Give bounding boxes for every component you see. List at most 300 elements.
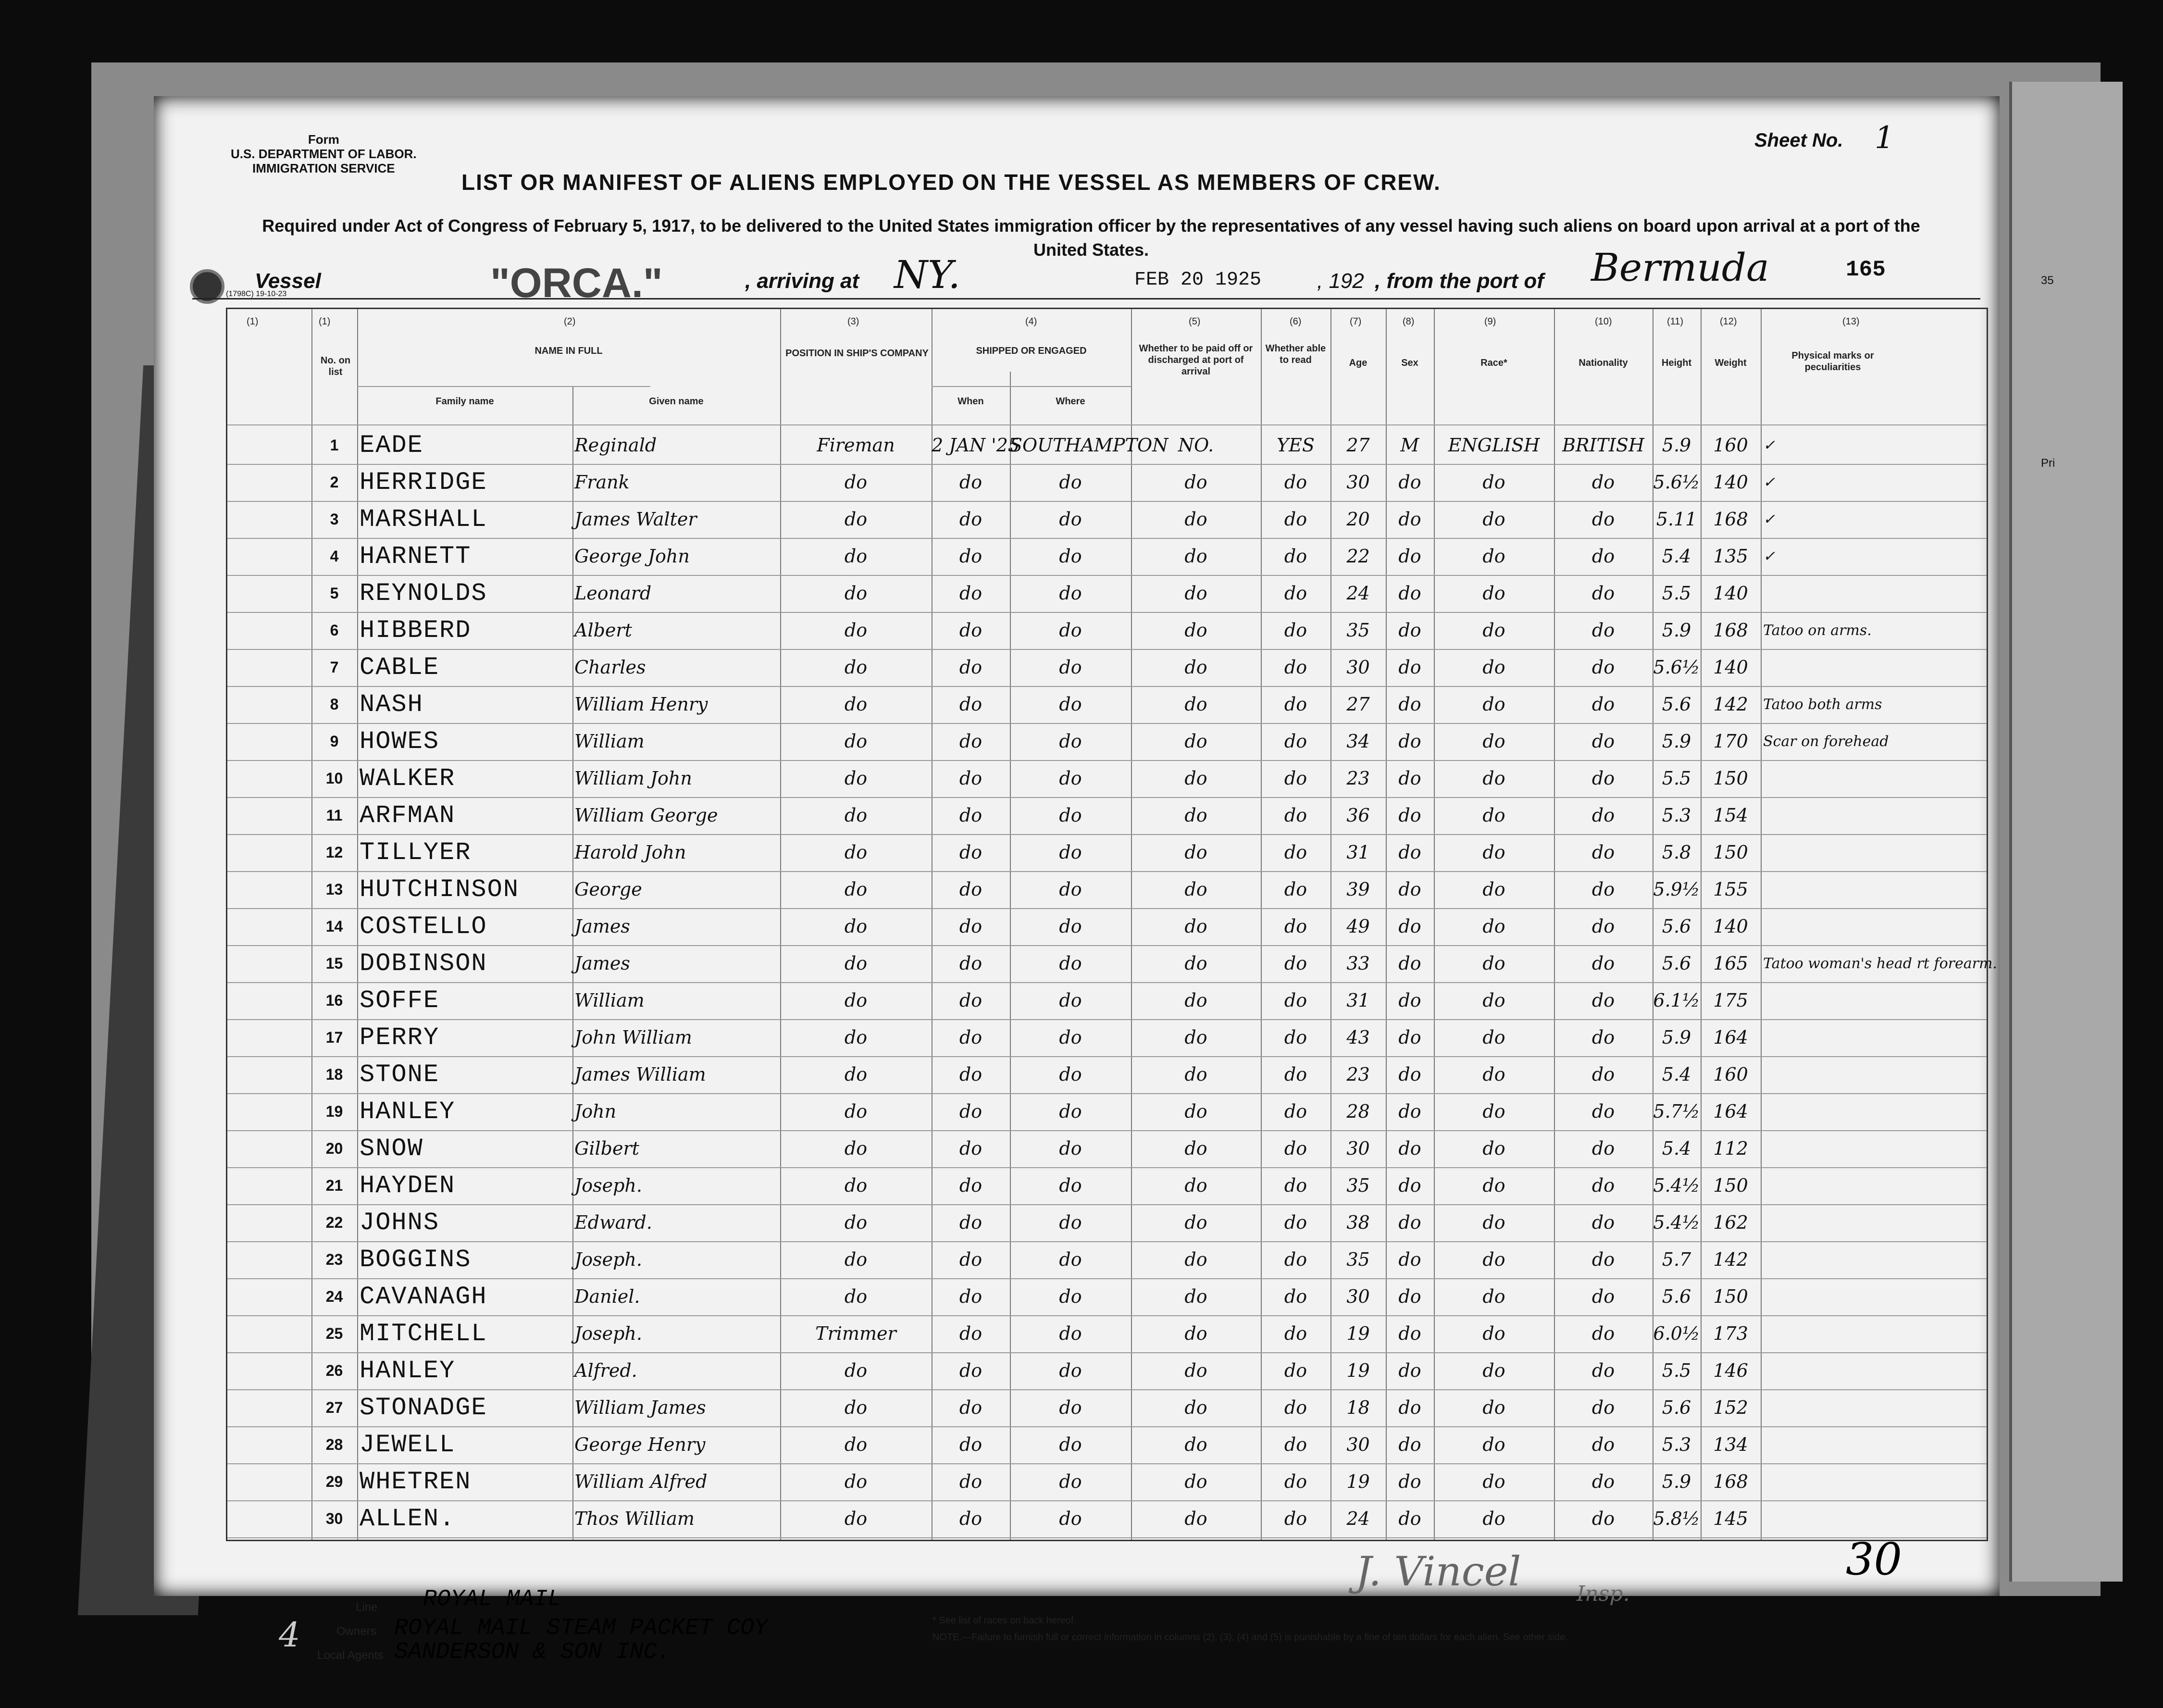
cell-marks	[1763, 1167, 1984, 1204]
cell-no: 3	[330, 511, 339, 528]
column-number: (3)	[847, 316, 859, 327]
cell-sex: do	[1398, 1360, 1421, 1381]
cell-given: Leonard	[574, 583, 652, 604]
owners-label: Owners	[336, 1625, 376, 1638]
column-number: (11)	[1667, 316, 1684, 327]
cell-paid: do	[1184, 583, 1207, 604]
cell-marks	[1763, 1315, 1984, 1352]
cell-position: do	[844, 731, 868, 752]
column-number: (6)	[1290, 316, 1302, 327]
table-row	[227, 1056, 1987, 1093]
cell-weight: 160	[1713, 1064, 1748, 1085]
cell-given: Gilbert	[574, 1138, 639, 1159]
cell-paid: do	[1184, 1286, 1207, 1307]
cell-read: do	[1284, 768, 1307, 789]
cell-where: do	[1059, 657, 1082, 678]
table-row	[227, 871, 1987, 908]
cell-paid: do	[1184, 694, 1207, 715]
table-row	[227, 797, 1987, 834]
cell-age: 22	[1346, 546, 1370, 567]
cell-when: do	[959, 509, 982, 530]
header-able-to-read: Whether able to read	[1265, 343, 1326, 365]
cell-when: do	[959, 583, 982, 604]
cell-height: 5.6½	[1653, 472, 1700, 493]
cell-when: do	[959, 805, 982, 826]
cell-position: do	[844, 1471, 868, 1492]
cell-marks	[1763, 1204, 1984, 1241]
cell-when: do	[959, 694, 982, 715]
table-row	[227, 834, 1987, 871]
column-number: (8)	[1403, 316, 1415, 327]
cell-no: 8	[330, 696, 339, 713]
cell-nat: do	[1591, 1027, 1615, 1048]
cell-race: do	[1482, 657, 1505, 678]
cell-where: do	[1059, 1138, 1082, 1159]
cell-marks	[1763, 1426, 1984, 1463]
cell-family: HIBBERD	[360, 616, 472, 645]
cell-paid: do	[1184, 953, 1207, 974]
cell-marks	[1763, 575, 1984, 612]
cell-family: DOBINSON	[360, 949, 487, 978]
cell-family: JOHNS	[360, 1209, 440, 1237]
cell-read: do	[1284, 472, 1307, 493]
cell-height: 5.5	[1662, 583, 1691, 604]
cell-family: HANLEY	[360, 1357, 456, 1385]
date-stamp: FEB 20 1925	[1134, 269, 1262, 291]
cell-no: 1	[330, 436, 339, 454]
cell-height: 5.9	[1662, 1471, 1691, 1492]
cell-marks: Tatoo both arms	[1763, 696, 1882, 713]
header-age: Age	[1349, 358, 1367, 368]
cell-sex: do	[1398, 1434, 1421, 1455]
cell-age: 35	[1346, 1175, 1370, 1196]
cell-when: do	[959, 731, 982, 752]
cell-no: 24	[325, 1288, 343, 1305]
column-number: (1)	[319, 316, 331, 327]
cell-read: do	[1284, 1471, 1307, 1492]
cell-no: 19	[325, 1103, 343, 1120]
cell-where: do	[1059, 1360, 1082, 1381]
cell-marks	[1763, 871, 1984, 908]
table-row	[227, 1463, 1987, 1500]
column-number: (2)	[564, 316, 576, 327]
cell-no: 16	[325, 992, 343, 1009]
cell-weight: 170	[1713, 731, 1748, 752]
cell-read: do	[1284, 879, 1307, 900]
cell-given: Harold John	[574, 842, 686, 863]
cell-sex: do	[1398, 509, 1421, 530]
header-nationality: Nationality	[1579, 358, 1628, 368]
cell-no: 10	[325, 770, 343, 787]
table-row	[227, 760, 1987, 797]
cell-given: Thos William	[574, 1508, 695, 1529]
cell-given: Joseph.	[574, 1249, 642, 1270]
cell-paid: do	[1184, 916, 1207, 937]
cell-sex: do	[1398, 1064, 1421, 1085]
cell-paid: do	[1184, 546, 1207, 567]
header-no-on-list: No. on list	[320, 355, 351, 377]
header-physical-marks: Physical marks or peculiarities	[1791, 350, 1874, 373]
cell-read: do	[1284, 657, 1307, 678]
cell-age: 18	[1346, 1397, 1370, 1418]
crew-table	[226, 308, 1997, 1541]
table-row	[227, 1204, 1987, 1241]
cell-race: do	[1482, 731, 1505, 752]
cell-age: 30	[1346, 472, 1370, 493]
cell-height: 5.7½	[1653, 1101, 1700, 1122]
cell-no: 2	[330, 474, 339, 491]
cell-age: 36	[1346, 805, 1370, 826]
cell-position: do	[844, 583, 868, 604]
table-row	[227, 1426, 1987, 1463]
cell-read: do	[1284, 731, 1307, 752]
cell-age: 49	[1346, 916, 1370, 937]
cell-weight: 168	[1713, 509, 1748, 530]
agents-label: Local Agents	[317, 1649, 384, 1662]
cell-marks: Tatoo on arms.	[1763, 622, 1872, 639]
cell-paid: do	[1184, 1471, 1207, 1492]
header-rule	[227, 424, 1987, 425]
cell-marks	[1763, 797, 1984, 834]
column-number: (4)	[1025, 316, 1037, 327]
cell-marks	[1763, 1463, 1984, 1500]
cell-where: do	[1059, 731, 1082, 752]
cell-family: WHETREN	[360, 1468, 472, 1496]
cell-no: 26	[325, 1362, 343, 1379]
races-note: * See list of races on back hereof.	[932, 1615, 1077, 1626]
cell-family: TILLYER	[360, 838, 472, 867]
cell-height: 5.4½	[1653, 1212, 1700, 1233]
cell-family: CABLE	[360, 653, 440, 682]
cell-height: 5.11	[1656, 509, 1697, 530]
table-row	[227, 945, 1997, 982]
cell-weight: 160	[1713, 435, 1748, 456]
cell-where: do	[1059, 1101, 1082, 1122]
cell-nat: do	[1591, 1471, 1615, 1492]
cell-family: CAVANAGH	[360, 1283, 487, 1311]
cell-race: do	[1482, 805, 1505, 826]
cell-family: EADE	[360, 431, 423, 460]
vessel-row	[221, 245, 1952, 306]
cell-when: do	[959, 1508, 982, 1529]
cell-nat: do	[1591, 1212, 1615, 1233]
cell-position: do	[844, 620, 868, 641]
cell-weight: 135	[1713, 546, 1748, 567]
cell-sex: do	[1398, 731, 1421, 752]
cell-height: 5.5	[1662, 1360, 1691, 1381]
cell-nat: do	[1591, 1101, 1615, 1122]
table-row	[227, 686, 1987, 723]
cell-sex: do	[1398, 1471, 1421, 1492]
cell-when: do	[959, 990, 982, 1011]
cell-nat: BRITISH	[1562, 435, 1645, 456]
cell-read: do	[1284, 620, 1307, 641]
cell-no: 18	[325, 1066, 343, 1083]
cell-paid: do	[1184, 1360, 1207, 1381]
cell-position: do	[844, 1064, 868, 1085]
cell-weight: 154	[1713, 805, 1748, 826]
cell-no: 9	[330, 733, 339, 750]
cell-no: 20	[325, 1140, 343, 1157]
cell-nat: do	[1591, 842, 1615, 863]
cell-no: 6	[330, 622, 339, 639]
cell-where: do	[1059, 583, 1082, 604]
cell-paid: do	[1184, 805, 1207, 826]
cell-nat: do	[1591, 768, 1615, 789]
cell-marks	[1763, 1278, 1984, 1315]
cell-marks	[1763, 1056, 1984, 1093]
column-number: (10)	[1595, 316, 1612, 327]
cell-position: do	[844, 1138, 868, 1159]
cell-age: 23	[1346, 768, 1370, 789]
cell-no: 14	[325, 918, 343, 935]
cell-height: 5.9	[1662, 620, 1691, 641]
cell-when: do	[959, 916, 982, 937]
cell-read: do	[1284, 1212, 1307, 1233]
cell-sex: do	[1398, 1138, 1421, 1159]
cell-family: PERRY	[360, 1023, 440, 1052]
cell-where: do	[1059, 842, 1082, 863]
cell-sex: do	[1398, 1508, 1421, 1529]
underlying-sheet-edge	[2009, 82, 2123, 1582]
header-weight: Weight	[1715, 358, 1747, 368]
table-row	[227, 908, 1987, 945]
cell-family: SOFFE	[360, 986, 440, 1015]
cell-nat: do	[1591, 583, 1615, 604]
cell-race: do	[1482, 1212, 1505, 1233]
cell-paid: do	[1184, 731, 1207, 752]
cell-age: 43	[1346, 1027, 1370, 1048]
cell-no: 22	[325, 1214, 343, 1231]
cell-sex: do	[1398, 472, 1421, 493]
cell-race: do	[1482, 509, 1505, 530]
cell-height: 5.9	[1662, 1027, 1691, 1048]
cell-given: James	[574, 953, 630, 974]
cell-given: James	[574, 916, 630, 937]
cell-family: STONE	[360, 1060, 440, 1089]
cell-paid: do	[1184, 620, 1207, 641]
cell-where: do	[1059, 620, 1082, 641]
cell-race: do	[1482, 916, 1505, 937]
cell-where: do	[1059, 990, 1082, 1011]
cell-marks	[1763, 982, 1984, 1019]
cell-paid: do	[1184, 990, 1207, 1011]
cell-sex: do	[1398, 1175, 1421, 1196]
header-subrule	[932, 386, 1131, 387]
cell-family: HERRIDGE	[360, 468, 487, 497]
cell-sex: do	[1398, 990, 1421, 1011]
cell-no: 25	[325, 1325, 343, 1342]
cell-read: do	[1284, 1249, 1307, 1270]
cell-paid: do	[1184, 1323, 1207, 1344]
cell-where: do	[1059, 1249, 1082, 1270]
cell-read: do	[1284, 1138, 1307, 1159]
cell-height: 5.6	[1662, 916, 1691, 937]
vessel-label: Vessel	[255, 269, 321, 293]
table-row	[227, 612, 1987, 649]
cell-weight: 175	[1713, 990, 1748, 1011]
cell-when: do	[959, 546, 982, 567]
column-number: (13)	[1842, 316, 1860, 327]
cell-marks: Tatoo woman's head rt forearm.	[1763, 955, 1997, 972]
cell-given: William Alfred	[574, 1471, 708, 1492]
sheet-number: 1	[1875, 120, 1894, 156]
cell-paid: do	[1184, 1175, 1207, 1196]
cell-sex: do	[1398, 1027, 1421, 1048]
cell-nat: do	[1591, 1286, 1615, 1307]
cell-read: do	[1284, 583, 1307, 604]
cell-sex: do	[1398, 1286, 1421, 1307]
cell-marks	[1763, 1389, 1984, 1426]
cell-weight: 146	[1713, 1360, 1748, 1381]
cell-read: do	[1284, 509, 1307, 530]
cell-when: do	[959, 1434, 982, 1455]
cell-weight: 140	[1713, 583, 1748, 604]
cell-paid: do	[1184, 1138, 1207, 1159]
cell-where: do	[1059, 1397, 1082, 1418]
cell-given: William	[574, 990, 645, 1011]
cell-sex: do	[1398, 879, 1421, 900]
cell-nat: do	[1591, 1249, 1615, 1270]
cell-paid: NO.	[1178, 435, 1214, 456]
cell-when: do	[959, 1138, 982, 1159]
cell-where: do	[1059, 1508, 1082, 1529]
year-label: , 192	[1317, 269, 1364, 293]
cell-read: do	[1284, 842, 1307, 863]
cell-when: do	[959, 953, 982, 974]
cell-given: Daniel.	[574, 1286, 640, 1307]
cell-no: 11	[326, 807, 343, 824]
cell-given: Alfred.	[574, 1360, 637, 1381]
header-shipped: SHIPPED OR ENGAGED	[976, 346, 1087, 356]
cell-age: 33	[1346, 953, 1370, 974]
cell-where: do	[1059, 1175, 1082, 1196]
cell-weight: 168	[1713, 620, 1748, 641]
cell-family: WALKER	[360, 764, 456, 793]
cell-when: do	[959, 1286, 982, 1307]
cell-sex: do	[1398, 842, 1421, 863]
cell-sex: do	[1398, 916, 1421, 937]
cell-paid: do	[1184, 1064, 1207, 1085]
cell-sex: do	[1398, 1212, 1421, 1233]
cell-race: do	[1482, 1397, 1505, 1418]
cell-given: James William	[574, 1064, 706, 1085]
cell-weight: 142	[1713, 1249, 1748, 1270]
cell-height: 5.8½	[1653, 1508, 1700, 1529]
cell-position: do	[844, 1397, 868, 1418]
header-given-name: Given name	[649, 396, 704, 407]
cell-sex: do	[1398, 1323, 1421, 1344]
cell-race: do	[1482, 1027, 1505, 1048]
cell-height: 5.3	[1662, 805, 1691, 826]
cell-race: ENGLISH	[1448, 435, 1540, 456]
cell-nat: do	[1591, 805, 1615, 826]
cell-sex: do	[1398, 805, 1421, 826]
cell-read: do	[1284, 1360, 1307, 1381]
cell-height: 5.9	[1662, 435, 1691, 456]
cell-given: William John	[574, 768, 692, 789]
cell-where: do	[1059, 768, 1082, 789]
cell-nat: do	[1591, 546, 1615, 567]
table-row	[227, 723, 1987, 760]
cell-weight: 150	[1713, 1286, 1748, 1307]
cell-position: do	[844, 916, 868, 937]
cell-paid: do	[1184, 1027, 1207, 1048]
cell-read: do	[1284, 1286, 1307, 1307]
cell-height: 6.0½	[1653, 1323, 1700, 1344]
cell-race: do	[1482, 1471, 1505, 1492]
table-row	[227, 1389, 1987, 1426]
cell-read: do	[1284, 805, 1307, 826]
table-row	[227, 982, 1987, 1019]
cell-marks	[1763, 908, 1984, 945]
cell-height: 6.1½	[1653, 990, 1700, 1011]
cell-age: 31	[1346, 990, 1370, 1011]
cell-sex: do	[1398, 953, 1421, 974]
header-height: Height	[1661, 358, 1692, 368]
cell-height: 5.6	[1662, 1397, 1691, 1418]
table-row	[227, 538, 1987, 575]
table-row	[227, 427, 1987, 464]
cell-when: do	[959, 879, 982, 900]
cell-age: 30	[1346, 1138, 1370, 1159]
cell-marks: ✓	[1763, 437, 1776, 454]
cell-given: William	[574, 731, 645, 752]
cell-sex: do	[1398, 620, 1421, 641]
cell-race: do	[1482, 953, 1505, 974]
cell-when: do	[959, 1360, 982, 1381]
table-row	[227, 649, 1987, 686]
cell-family: HAYDEN	[360, 1172, 456, 1200]
cell-family: HOWES	[360, 727, 440, 756]
crew-total: 30	[1846, 1533, 1902, 1585]
cell-weight: 162	[1713, 1212, 1748, 1233]
cell-marks	[1763, 1019, 1984, 1056]
header-where: Where	[1056, 396, 1085, 407]
cell-read: do	[1284, 953, 1307, 974]
cell-weight: 152	[1713, 1397, 1748, 1418]
cell-where: do	[1059, 694, 1082, 715]
cell-position: do	[844, 1360, 868, 1381]
cell-marks	[1763, 834, 1984, 871]
cell-race: do	[1482, 694, 1505, 715]
page-number: 165	[1846, 257, 1886, 282]
cell-marks	[1763, 760, 1984, 797]
cell-height: 5.4	[1662, 1064, 1691, 1085]
form-label: Form U.S. DEPARTMENT OF LABOR. IMMIGRATION SERVICE	[231, 132, 417, 175]
cell-sex: do	[1398, 583, 1421, 604]
cell-height: 5.7	[1662, 1249, 1691, 1270]
cell-weight: 140	[1713, 657, 1748, 678]
cell-paid: do	[1184, 1101, 1207, 1122]
cell-where: do	[1059, 1064, 1082, 1085]
cell-race: do	[1482, 1434, 1505, 1455]
cell-height: 5.9	[1662, 731, 1691, 752]
cell-no: 12	[325, 844, 343, 861]
cell-race: do	[1482, 1175, 1505, 1196]
cell-age: 34	[1346, 731, 1370, 752]
cell-paid: do	[1184, 1434, 1207, 1455]
cell-weight: 155	[1713, 879, 1748, 900]
cell-position: Fireman	[817, 435, 895, 456]
cell-where: do	[1059, 879, 1082, 900]
cell-where: do	[1059, 509, 1082, 530]
header-paid-off: Whether to be paid off or discharged at port of arrival	[1139, 343, 1253, 377]
cell-age: 20	[1346, 509, 1370, 530]
cell-weight: 164	[1713, 1027, 1748, 1048]
table-row	[227, 1500, 1987, 1537]
header-name-in-full: NAME IN FULL	[535, 346, 603, 356]
